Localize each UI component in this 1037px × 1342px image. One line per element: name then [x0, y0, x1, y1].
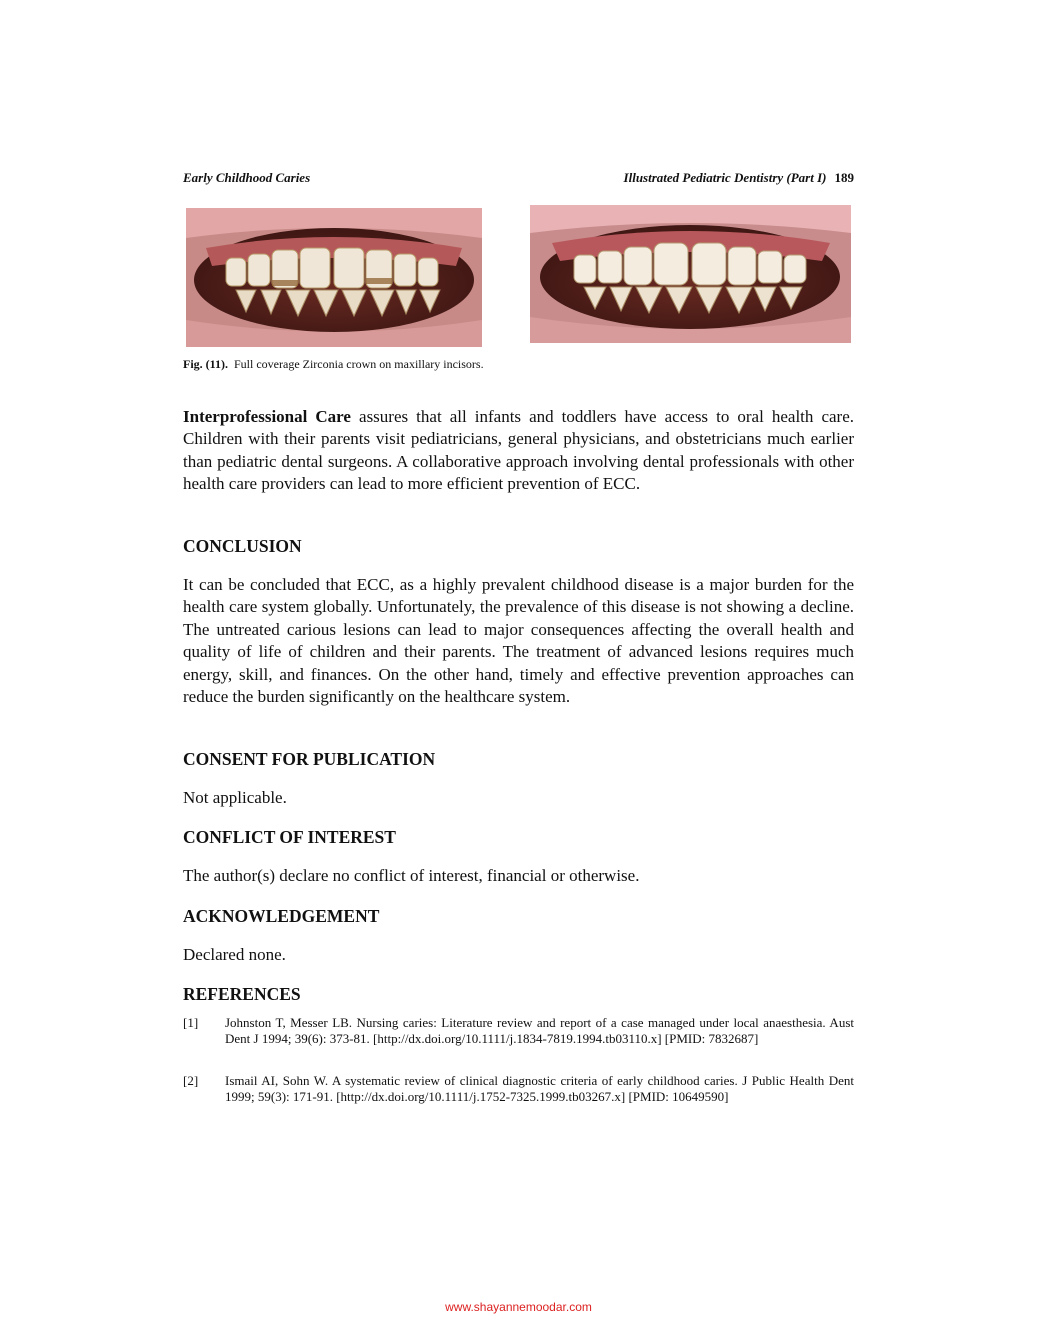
reference-text: Johnston T, Messer LB. Nursing caries: Literature review and report of a case managed under local anaesthesia. Aust Dent J 1994; 39(6): 373-81. [http://dx.doi.org/10.1111/j.1834-7819.1994.tb03110.x] [PMID: 7832687]	[225, 1015, 854, 1046]
references-heading: REFERENCES	[183, 984, 301, 1004]
conclusion-heading: CONCLUSION	[183, 536, 302, 556]
conflict-paragraph: The author(s) declare no conflict of interest, financial or otherwise.	[183, 866, 640, 885]
dental-photo-after	[530, 205, 851, 343]
running-head-book-title: Illustrated Pediatric Dentistry (Part I)	[623, 170, 827, 185]
running-head-title: Early Childhood Caries	[183, 170, 311, 185]
reference-number: [2]	[183, 1073, 199, 1088]
acknowledgement-heading: ACKNOWLEDGEMENT	[183, 906, 380, 926]
dental-photo-before	[186, 208, 482, 347]
reference-item	[183, 1073, 854, 1105]
figure-caption	[183, 357, 863, 372]
reference-number: [1]	[183, 1015, 199, 1030]
acknowledgement-paragraph: Declared none.	[183, 945, 286, 964]
conflict-heading: CONFLICT OF INTEREST	[183, 827, 396, 847]
consent-heading: CONSENT FOR PUBLICATION	[183, 749, 436, 769]
running-head-book	[624, 170, 854, 186]
interprofessional-lead: Interprofessional Care	[183, 407, 351, 426]
figure-label: Fig. (11).	[183, 357, 228, 371]
consent-paragraph: Not applicable.	[183, 788, 287, 807]
interprofessional-paragraph	[183, 406, 854, 496]
figure-caption-text: Full coverage Zirconia crown on maxillary incisors.	[234, 357, 484, 371]
footer-website-link[interactable]: www.shayannemoodar.com	[445, 1300, 592, 1314]
interprofessional-text: assures that all infants and toddlers have access to oral health care. Children with their parents visit pediatricians, general physicians, and obstetricians much earlier than pediatric dental surgeons. A collaborative approach involving dental professionals with other health care providers can lead to more efficient prevention of ECC.	[183, 407, 854, 494]
conclusion-paragraph: It can be concluded that ECC, as a highly prevalent childhood disease is a major burden for the health care system globally. Unfortunately, the prevalence of this disease is not showing a decline. The untreated carious lesions can lead to major consequences affecting the overall health and quality of life of children and their parents. The treatment of advanced lesions requires much energy, skill, and finances. On the other hand, timely and effective prevention approaches can reduce the burden significantly on the healthcare system.	[183, 575, 854, 707]
reference-item	[183, 1015, 854, 1047]
page-number: 189	[834, 170, 854, 185]
reference-text: Ismail AI, Sohn W. A systematic review of clinical diagnostic criteria of early childhood caries. J Public Health Dent 1999; 59(3): 171-91. [http://dx.doi.org/10.1111/j.1752-7325.1999.tb03267.x] [PMID: 10649590]	[225, 1073, 854, 1104]
running-head	[183, 170, 854, 188]
